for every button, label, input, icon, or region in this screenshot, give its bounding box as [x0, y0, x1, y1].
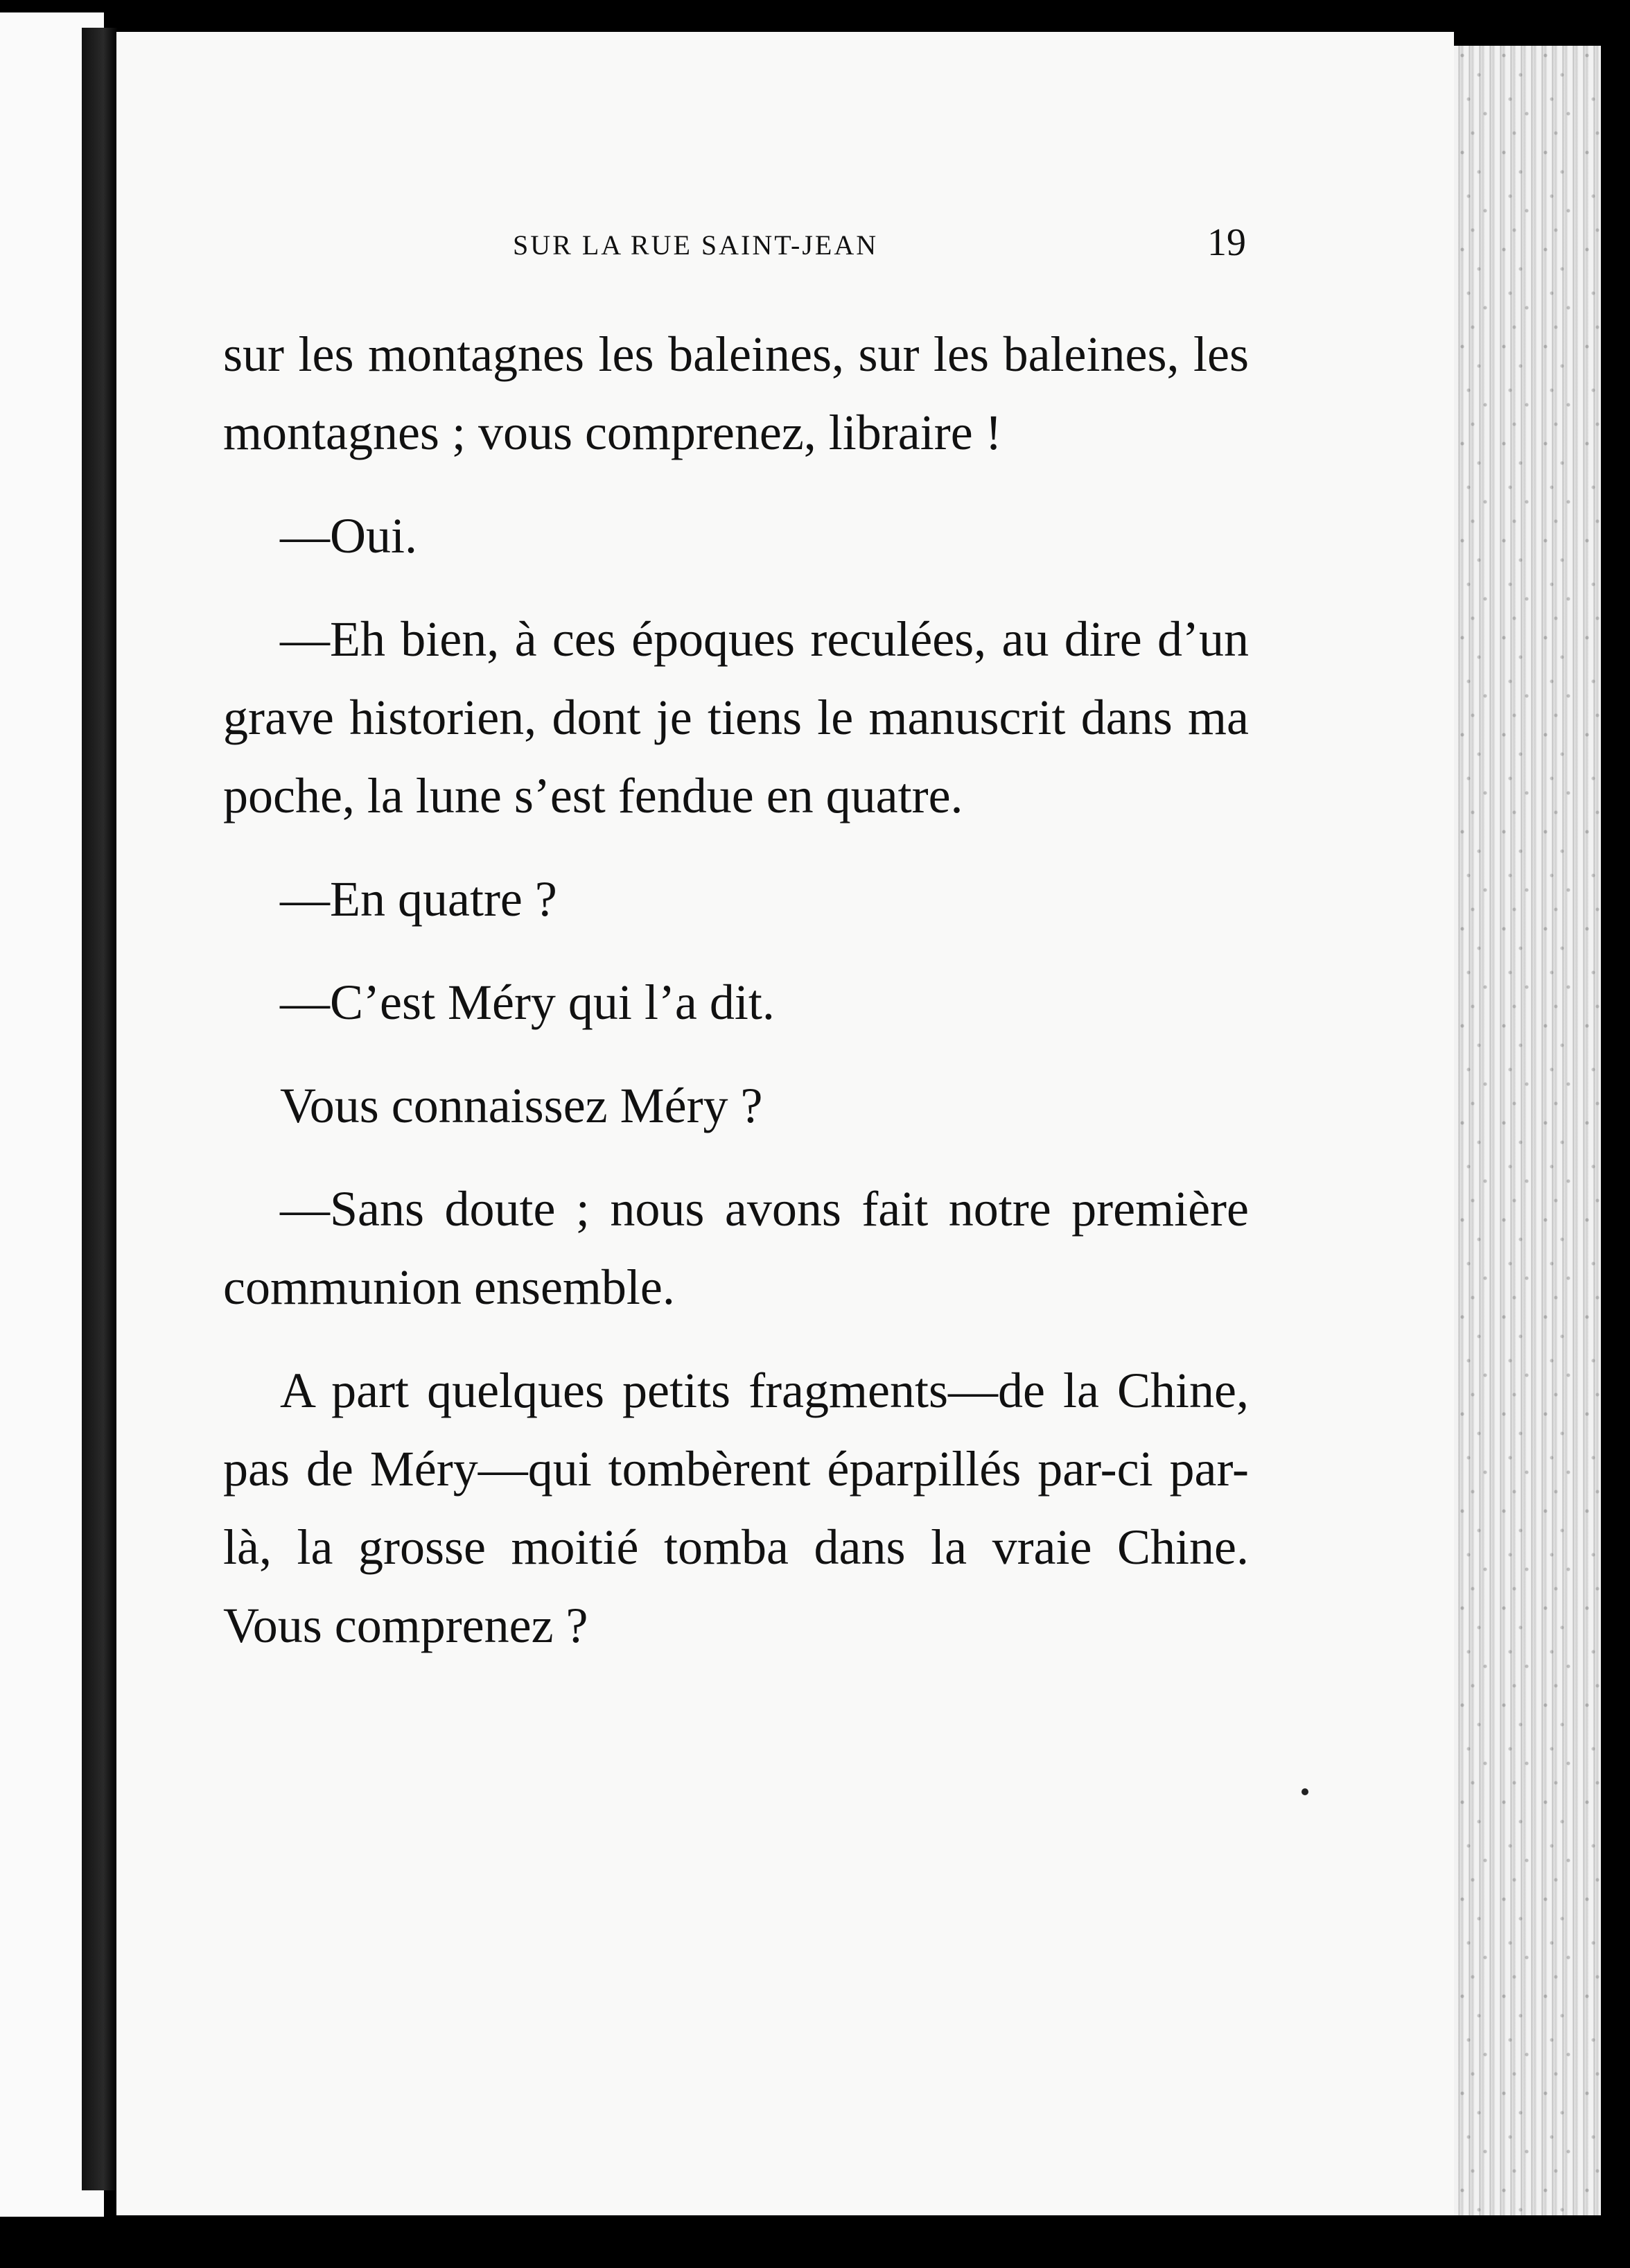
- running-head: SUR LA RUE SAINT-JEAN: [513, 229, 879, 261]
- paragraph: —C’est Méry qui l’a dit.: [280, 975, 775, 1030]
- paragraph: sur les montagnes les baleines, sur les baleines, les montagnes ; vous comprenez, libraire !: [223, 326, 1249, 460]
- body-text: [223, 315, 1249, 1665]
- paragraph: A part quelques petits fragments—de la Chine, pas de Méry—qui tombèrent éparpillés par-ci par-là, la grosse moitié tomba dans la vraie Chine. Vous comprenez ?: [223, 1363, 1249, 1653]
- book-gutter: [82, 28, 118, 2190]
- paragraph: —Sans doute ; nous avons fait notre première communion ensemble.: [223, 1181, 1249, 1315]
- paragraph: —En quatre ?: [280, 871, 557, 927]
- page-edges: [1454, 46, 1601, 2215]
- paragraph: —Oui.: [280, 508, 417, 564]
- paragraph: Vous connaissez Méry ?: [280, 1078, 763, 1133]
- page-number: 19: [1207, 221, 1246, 264]
- paragraph: —Eh bien, à ces époques reculées, au dire d’un grave historien, dont je tiens le manuscrit dans ma poche, la lune s’est fendue en quatre.: [223, 611, 1249, 823]
- ink-speck: [1302, 1788, 1308, 1795]
- edge-speckle: [1454, 46, 1601, 2215]
